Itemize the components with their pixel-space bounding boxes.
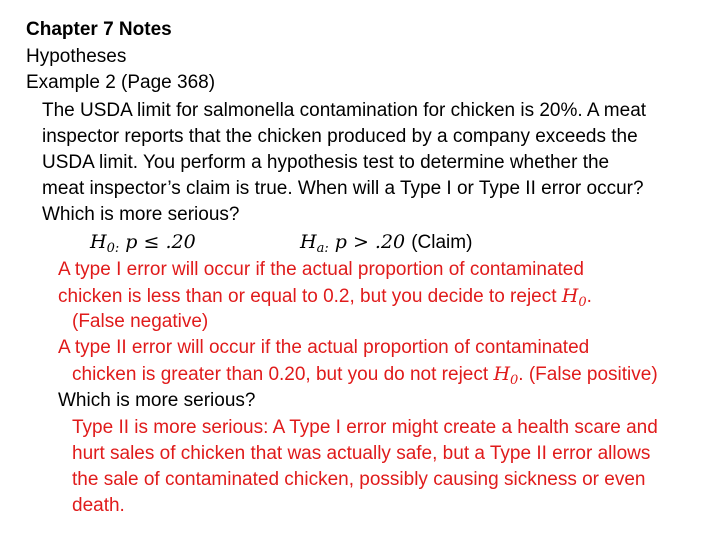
ha-expression: p > .20 [334, 231, 406, 253]
subtitle: Hypotheses [26, 46, 127, 67]
type1-text: chicken is less than or equal to 0.2, but you decide to reject [58, 286, 562, 307]
answer-line: Type II is more serious: A Type I error might create a health scare and [72, 417, 658, 438]
h0-subscript: 0: [106, 241, 120, 256]
h0-expression: p ≤ .20 [125, 231, 196, 253]
h0-symbol: H [493, 363, 511, 385]
answer-line: hurt sales of chicken that was actually safe, but a Type II error allows [72, 443, 651, 464]
answer-line: death. [72, 495, 125, 516]
type2-text: chicken is greater than 0.20, but you do not reject [72, 364, 494, 385]
example-heading: Example 2 (Page 368) [26, 72, 216, 93]
h0-symbol: H [90, 231, 107, 253]
type1-line: (False negative) [72, 311, 209, 332]
slide-title: Chapter 7 Notes [26, 19, 172, 40]
problem-line: USDA limit. You perform a hypothesis test to determine whether the [42, 152, 610, 173]
h0-subscript: 0 [510, 373, 519, 388]
ha-symbol: H [300, 231, 317, 253]
h0-symbol: H [561, 285, 579, 307]
problem-line: meat inspector’s claim is true. When will a Type I or Type II error occur? [42, 178, 644, 199]
ha-subscript: a: [316, 241, 329, 256]
answer-line: the sale of contaminated chicken, possibly causing sickness or even [72, 469, 646, 490]
h0-subscript: 0 [578, 295, 587, 310]
type1-line: A type I error will occur if the actual proportion of contaminated [58, 259, 584, 280]
type1-end: . [586, 286, 592, 307]
problem-line: inspector reports that the chicken produced by a company exceeds the [42, 126, 638, 147]
ha-claim: (Claim) [411, 232, 473, 253]
type2-end: . (False positive) [518, 364, 658, 385]
problem-line: Which is more serious? [42, 204, 240, 225]
type2-line: A type II error will occur if the actual proportion of contaminated [58, 337, 590, 358]
question-line: Which is more serious? [58, 390, 256, 411]
problem-line: The USDA limit for salmonella contamination for chicken is 20%. A meat [42, 100, 647, 121]
